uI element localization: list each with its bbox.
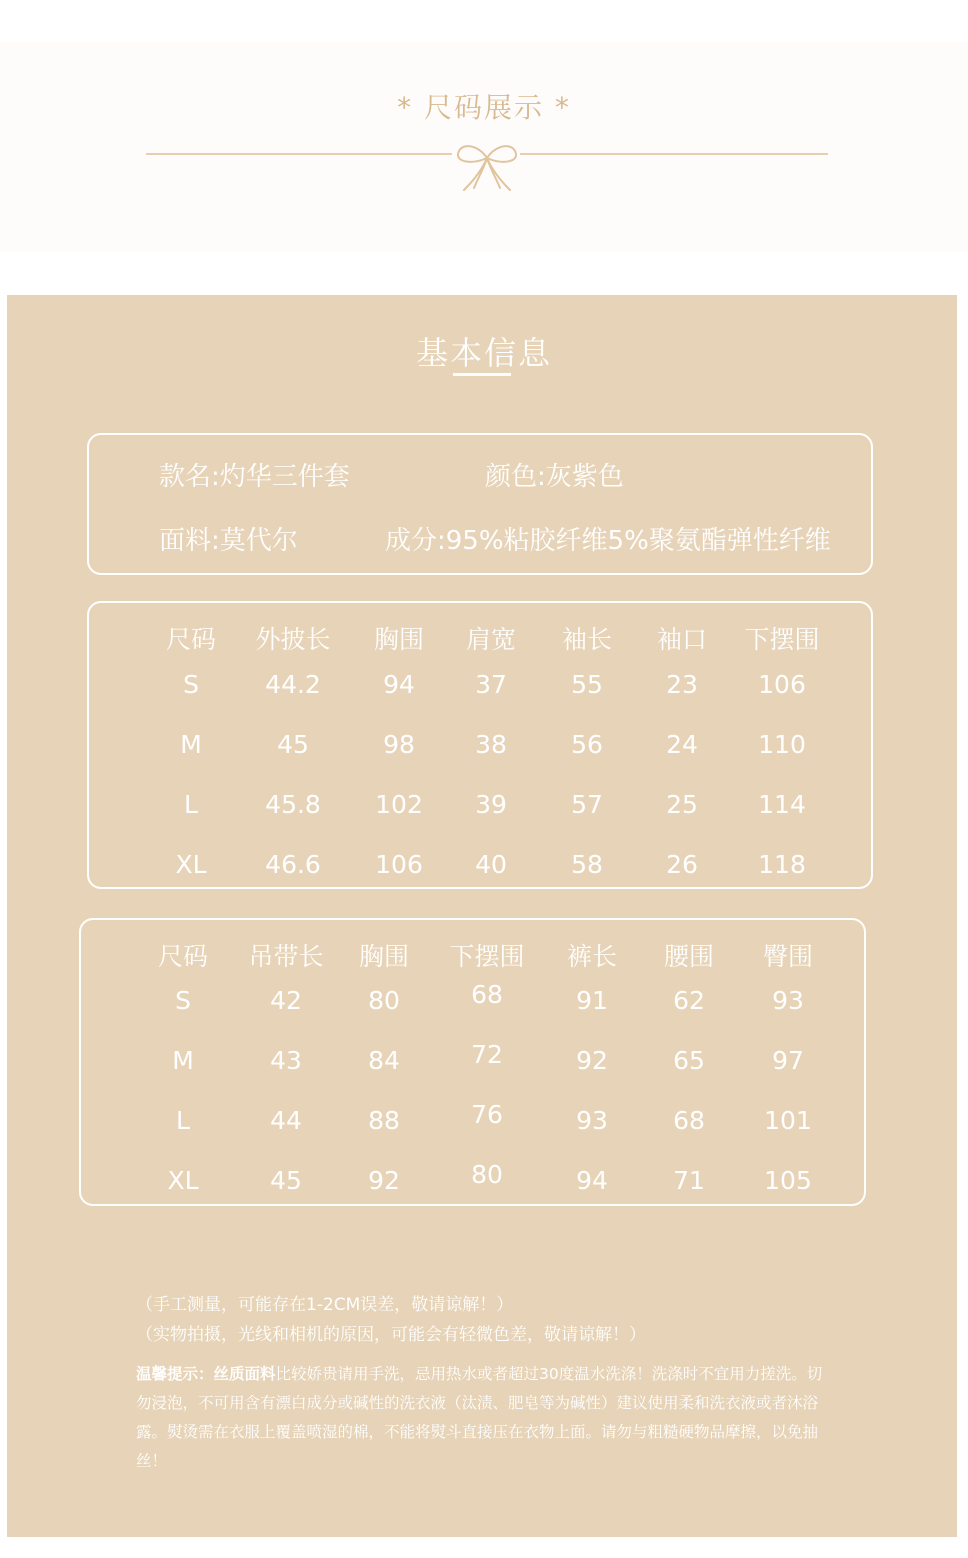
table-header-cell: 肩宽 bbox=[465, 625, 517, 654]
table-header-cell: 袖长 bbox=[561, 625, 613, 654]
table-value-cell: 68 bbox=[471, 980, 503, 1009]
table-value-cell: 106 bbox=[758, 670, 806, 699]
table-value-cell: 39 bbox=[475, 790, 507, 819]
table-value-cell: 76 bbox=[471, 1100, 503, 1129]
care-tip-label: 温馨提示：丝质面料 bbox=[136, 1365, 276, 1383]
table-value-cell: 97 bbox=[772, 1046, 804, 1075]
table-value-cell: 93 bbox=[576, 1106, 608, 1135]
color-note: （实物拍摄，光线和相机的原因，可能会有轻微色差，敬请谅解！） bbox=[136, 1325, 646, 1345]
table-header-cell: 外披长 bbox=[255, 625, 331, 654]
divider-right bbox=[520, 153, 828, 155]
table-value-cell: 37 bbox=[475, 670, 507, 699]
table-value-cell: 94 bbox=[383, 670, 415, 699]
panel-title: 基本信息 bbox=[415, 334, 552, 372]
table-value-cell: 91 bbox=[576, 986, 608, 1015]
size-label-cell: L bbox=[176, 1106, 190, 1135]
size-label-cell: XL bbox=[175, 850, 207, 879]
size-label-cell: XL bbox=[167, 1166, 199, 1195]
table-value-cell: 93 bbox=[772, 986, 804, 1015]
table-value-cell: 80 bbox=[471, 1160, 503, 1189]
table-value-cell: 105 bbox=[764, 1166, 812, 1195]
table-value-cell: 45 bbox=[277, 730, 309, 759]
table-header-cell: 胸围 bbox=[373, 625, 425, 654]
size-label-cell: L bbox=[184, 790, 198, 819]
table-value-cell: 42 bbox=[270, 986, 302, 1015]
table-header-cell: 袖口 bbox=[656, 625, 708, 654]
table-value-cell: 102 bbox=[375, 790, 423, 819]
care-tip bbox=[136, 1360, 826, 1476]
table-value-cell: 43 bbox=[270, 1046, 302, 1075]
table-value-cell: 68 bbox=[673, 1106, 705, 1135]
table-value-cell: 80 bbox=[368, 986, 400, 1015]
table-value-cell: 46.6 bbox=[265, 850, 321, 879]
table-header-cell: 下摆围 bbox=[744, 625, 820, 654]
table-value-cell: 58 bbox=[571, 850, 603, 879]
bow-icon bbox=[452, 138, 522, 196]
table-value-cell: 65 bbox=[673, 1046, 705, 1075]
size-label-cell: M bbox=[172, 1046, 194, 1075]
table-header-cell: 下摆围 bbox=[449, 942, 525, 971]
table-value-cell: 92 bbox=[368, 1166, 400, 1195]
table-value-cell: 106 bbox=[375, 850, 423, 879]
table-value-cell: 110 bbox=[758, 730, 806, 759]
measurement-note: （手工测量，可能存在1-2CM误差，敬请谅解！） bbox=[136, 1295, 514, 1315]
table-header-cell: 尺码 bbox=[157, 942, 209, 971]
table-value-cell: 44 bbox=[270, 1106, 302, 1135]
table-value-cell: 88 bbox=[368, 1106, 400, 1135]
table-header-cell: 尺码 bbox=[165, 625, 217, 654]
table-value-cell: 98 bbox=[383, 730, 415, 759]
product-composition: 成分:95%粘胶纤维5%聚氨酯弹性纤维 bbox=[385, 526, 831, 556]
table-value-cell: 94 bbox=[576, 1166, 608, 1195]
table-value-cell: 57 bbox=[571, 790, 603, 819]
table-value-cell: 72 bbox=[471, 1040, 503, 1069]
section-title: * 尺码展示 * bbox=[397, 91, 571, 124]
divider-left bbox=[146, 153, 452, 155]
table-value-cell: 71 bbox=[673, 1166, 705, 1195]
table-header-cell: 胸围 bbox=[358, 942, 410, 971]
table-value-cell: 118 bbox=[758, 850, 806, 879]
product-color: 颜色:灰紫色 bbox=[485, 462, 624, 492]
table-value-cell: 26 bbox=[666, 850, 698, 879]
table-value-cell: 92 bbox=[576, 1046, 608, 1075]
size-label-cell: S bbox=[183, 670, 199, 699]
table-value-cell: 45 bbox=[270, 1166, 302, 1195]
product-name: 款名:灼华三件套 bbox=[159, 462, 350, 492]
table-value-cell: 38 bbox=[475, 730, 507, 759]
size-label-cell: M bbox=[180, 730, 202, 759]
table-header-cell: 吊带长 bbox=[248, 942, 324, 971]
table-value-cell: 45.8 bbox=[265, 790, 321, 819]
table-header-cell: 腰围 bbox=[663, 942, 715, 971]
table-header-cell: 臀围 bbox=[762, 942, 814, 971]
table-value-cell: 56 bbox=[571, 730, 603, 759]
table-value-cell: 44.2 bbox=[265, 670, 321, 699]
table-value-cell: 40 bbox=[475, 850, 507, 879]
product-fabric: 面料:莫代尔 bbox=[159, 526, 298, 556]
care-tip-body: 比较娇贵请用手洗，忌用热水或者超过30度温水洗涤！洗涤时不宜用力搓洗。切勿浸泡，不可用含有漂白成分或碱性的洗衣液（汰渍、肥皂等为碱性）建议使用柔和洗衣液或者沐浴露。熨烫需在衣服上覆盖喷湿的棉，不能将熨斗直接压在衣物上面。请勿与粗糙硬物品摩擦，以免抽丝！ bbox=[136, 1365, 823, 1470]
table-value-cell: 62 bbox=[673, 986, 705, 1015]
table-value-cell: 114 bbox=[758, 790, 806, 819]
table-value-cell: 101 bbox=[764, 1106, 812, 1135]
panel-title-underline bbox=[453, 373, 511, 376]
table-header-cell: 裤长 bbox=[566, 942, 618, 971]
table-value-cell: 84 bbox=[368, 1046, 400, 1075]
table-value-cell: 25 bbox=[666, 790, 698, 819]
table-value-cell: 55 bbox=[571, 670, 603, 699]
table-value-cell: 24 bbox=[666, 730, 698, 759]
table-value-cell: 23 bbox=[666, 670, 698, 699]
size-label-cell: S bbox=[175, 986, 191, 1015]
